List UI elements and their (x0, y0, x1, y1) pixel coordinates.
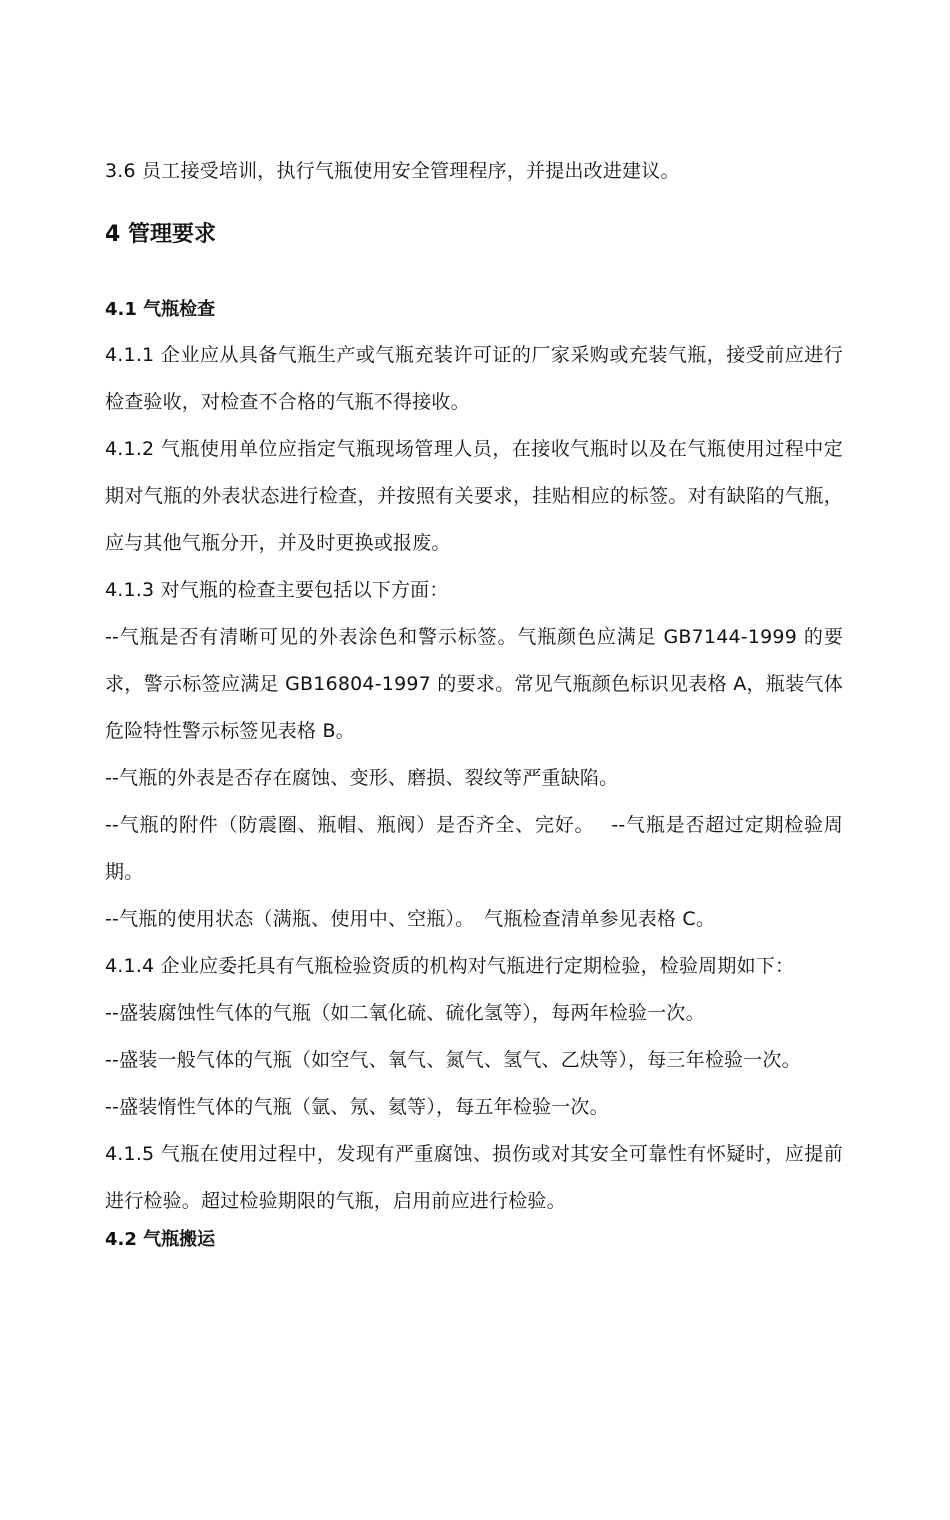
paragraph-3-6: 3.6 员工接受培训，执行气瓶使用安全管理程序，并提出改进建议。 (105, 160, 680, 182)
subsection-heading-cylinder-transport: 4.2 气瓶搬运 (105, 1229, 216, 1250)
list-item-corrosive-gas: --盛装腐蚀性气体的气瓶（如二氧化硫、硫化氢等），每两年检验一次。 (105, 1002, 705, 1024)
paragraph-4-1-4: 4.1.4 企业应委托具有气瓶检验资质的机构对气瓶进行定期检验，检验周期如下： (105, 955, 795, 977)
subsection-heading-cylinder-inspection: 4.1 气瓶检查 (105, 299, 216, 320)
document-page (105, 148, 843, 1262)
list-item-general-gas: --盛装一般气体的气瓶（如空气、氧气、氮气、氢气、乙炔等），每三年检验一次。 (105, 1049, 801, 1071)
paragraph-4-1-2: 4.1.2 气瓶使用单位应指定气瓶现场管理人员，在接收气瓶时以及在气瓶使用过程中定期对气瓶的外表状态进行检查，并按照有关要求，挂贴相应的标签。对有缺陷的气瓶，应与其他气瓶分开，并及时更换或报废。 (105, 438, 843, 554)
paragraph-4-1-3: 4.1.3 对气瓶的检查主要包括以下方面： (105, 579, 449, 601)
paragraph-4-1-5: 4.1.5 气瓶在使用过程中，发现有严重腐蚀、损伤或对其安全可靠性有怀疑时，应提前进行检验。超过检验期限的气瓶，启用前应进行检验。 (105, 1143, 843, 1212)
paragraph-4-1-1: 4.1.1 企业应从具备气瓶生产或气瓶充装许可证的厂家采购或充装气瓶，接受前应进行检查验收，对检查不合格的气瓶不得接收。 (105, 344, 843, 413)
list-item-color-labels: --气瓶是否有清晰可见的外表涂色和警示标签。气瓶颜色应满足 GB7144-1999 的要求，警示标签应满足 GB16804-1997 的要求。常见气瓶颜色标识见表格 A，瓶装气体危险特性警示标签见表格 B。 (105, 626, 843, 742)
list-item-surface-defects: --气瓶的外表是否存在腐蚀、变形、磨损、裂纹等严重缺陷。 (105, 767, 619, 789)
list-item-accessories: --气瓶的附件（防震圈、瓶帽、瓶阀）是否齐全、完好。 --气瓶是否超过定期检验周期。 (105, 814, 843, 883)
section-heading-management-requirements: 4 管理要求 (105, 222, 216, 247)
list-item-usage-status: --气瓶的使用状态（满瓶、使用中、空瓶）。 气瓶检查清单参见表格 C。 (105, 908, 716, 930)
list-item-inert-gas: --盛装惰性气体的气瓶（氩、氖、氦等），每五年检验一次。 (105, 1096, 609, 1118)
